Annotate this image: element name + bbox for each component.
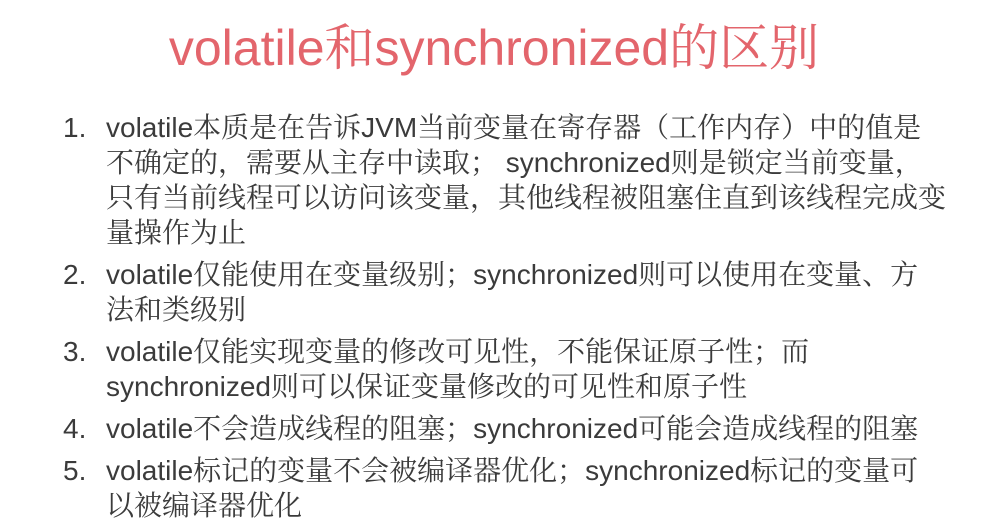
item-text: volatile标记的变量不会被编译器优化；synchronized标记的变量可以被编译器优化 xyxy=(106,455,919,521)
item-number: 1. xyxy=(63,112,87,143)
item-text: volatile本质是在告诉JVM当前变量在寄存器（工作内存）中的值是不确定的，需要从主存中读取； synchronized则是锁定当前变量，只有当前线程可以访问该变量，其他线程被阻塞住直到该线程完成变量操作为止 xyxy=(106,112,947,248)
list-item xyxy=(63,411,946,446)
item-number: 4. xyxy=(63,413,87,444)
item-number: 3. xyxy=(63,336,87,367)
list-item xyxy=(63,110,946,250)
item-number: 5. xyxy=(63,455,87,486)
item-text: volatile仅能实现变量的修改可见性，不能保证原子性；而synchronized则可以保证变量修改的可见性和原子性 xyxy=(106,336,810,402)
item-text: volatile仅能使用在变量级别；synchronized则可以使用在变量、方法和类级别 xyxy=(106,259,919,325)
list-item xyxy=(63,453,946,522)
slide-title: volatile和synchronized的区别 xyxy=(168,20,820,76)
list-item xyxy=(63,257,946,327)
list-item xyxy=(63,334,946,404)
item-text: volatile不会造成线程的阻塞；synchronized可能会造成线程的阻塞 xyxy=(106,413,919,444)
points-list xyxy=(0,110,988,522)
item-number: 2. xyxy=(63,259,87,290)
